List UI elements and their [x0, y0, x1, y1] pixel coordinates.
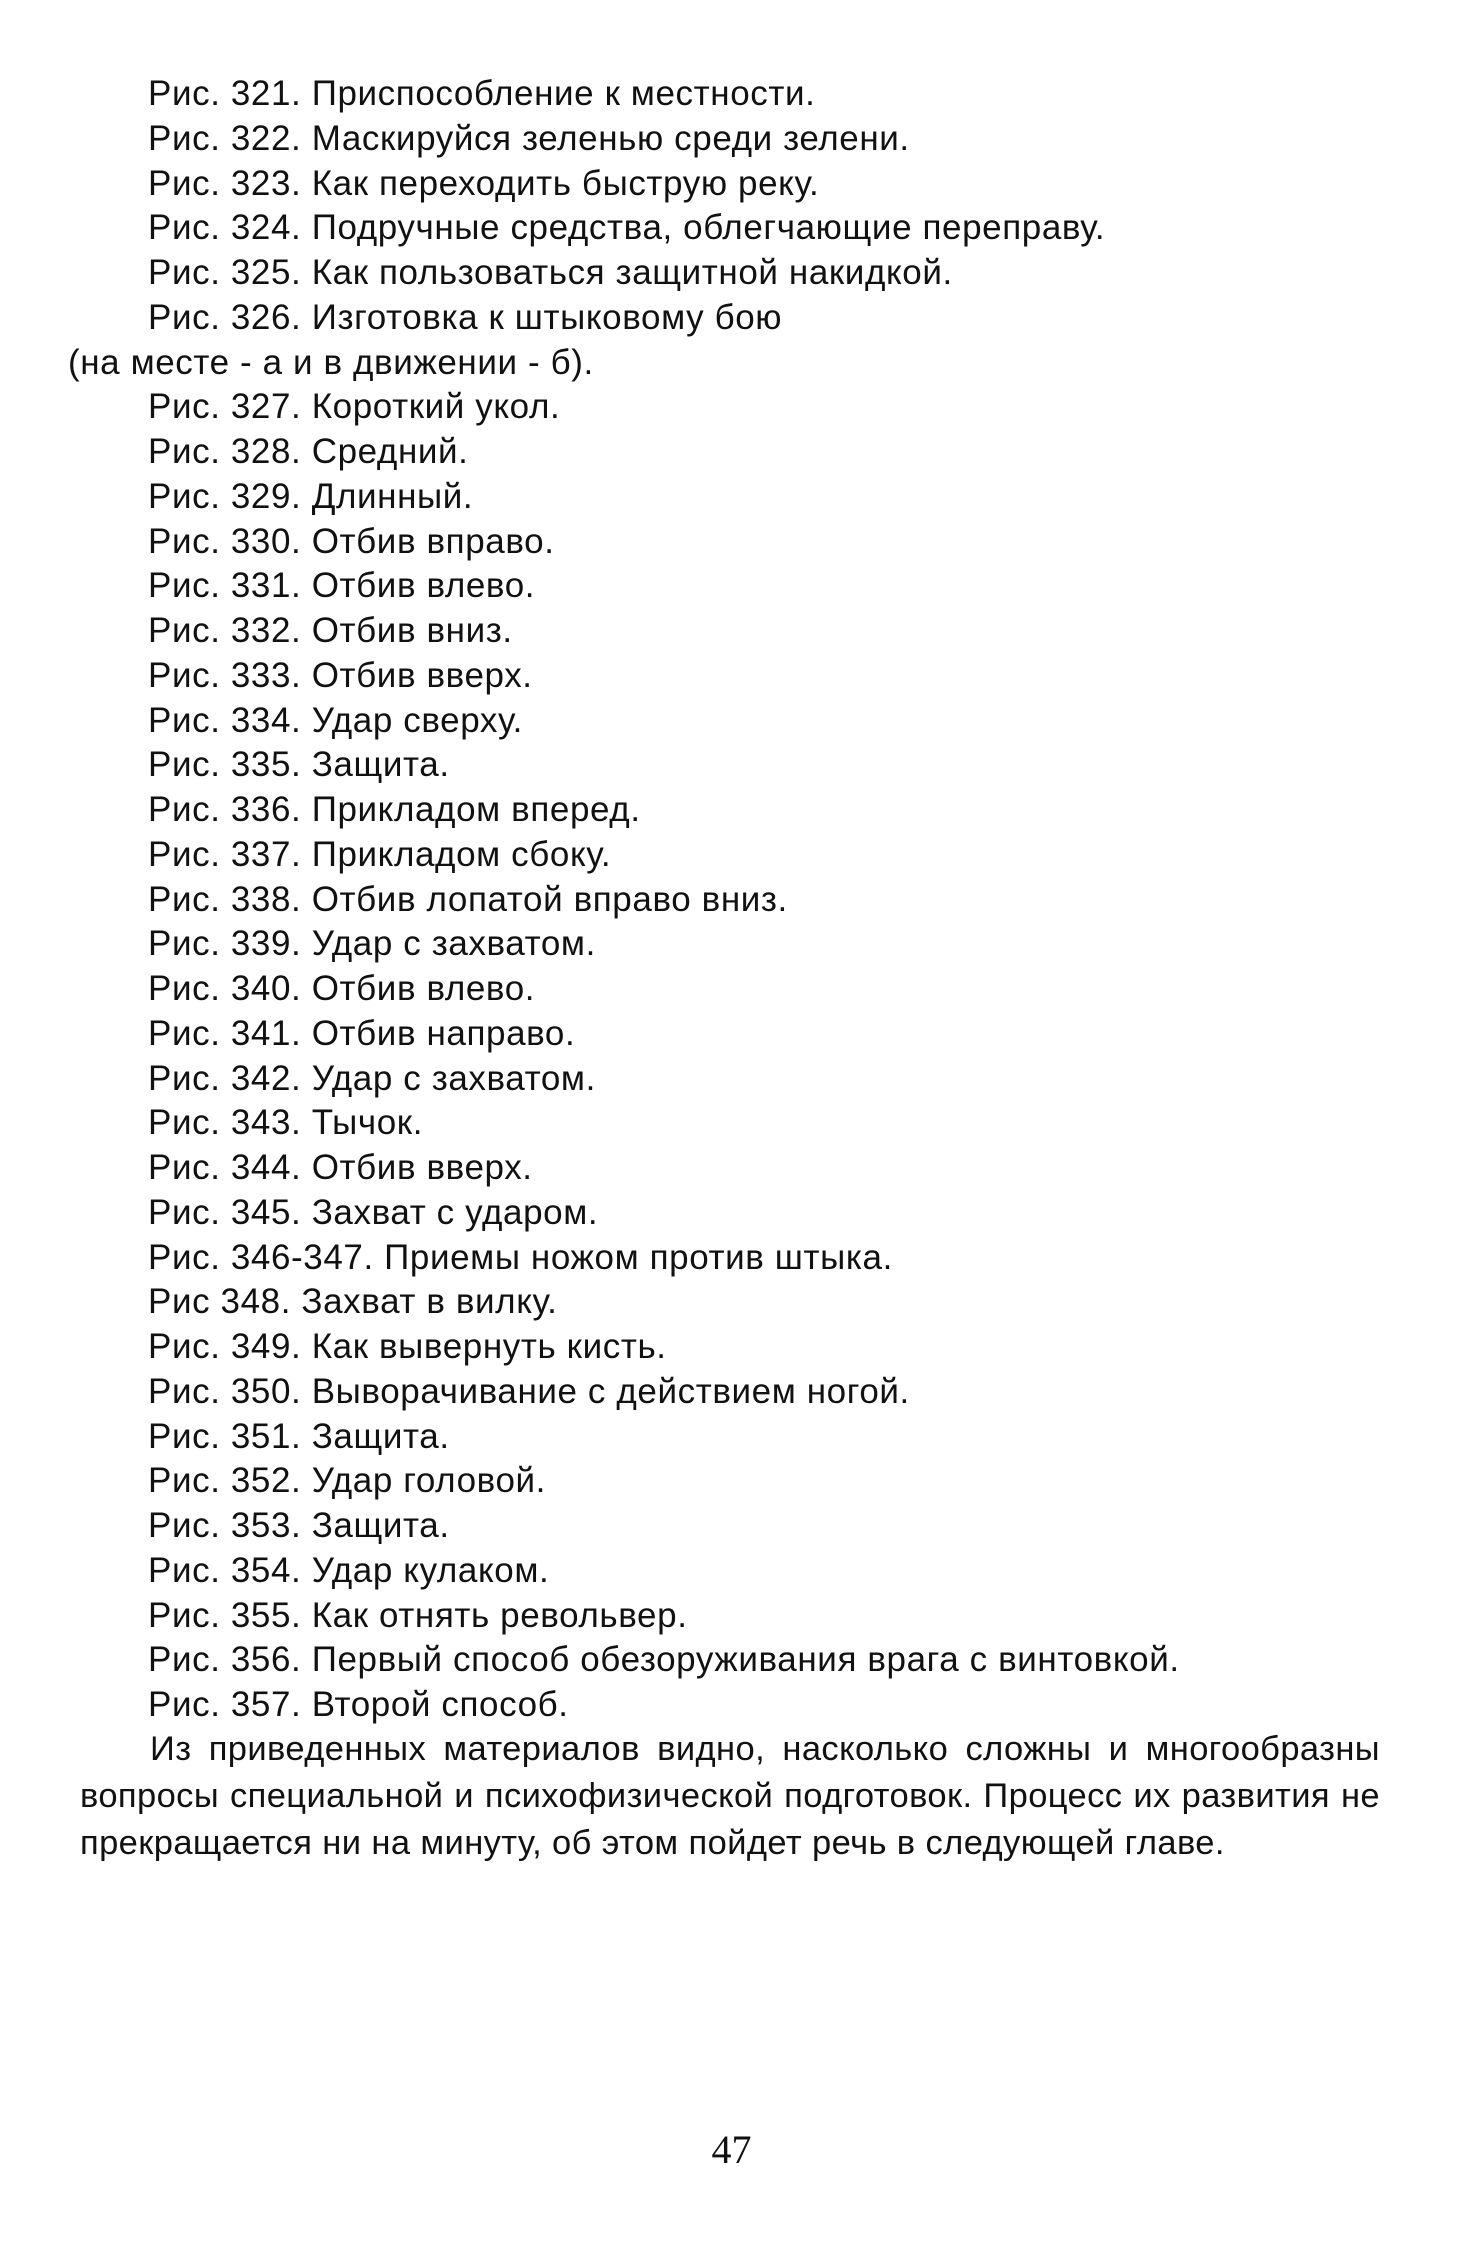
figure-caption: Рис. 334. Удар сверху. — [148, 700, 523, 740]
figure-caption: Рис. 337. Прикладом сбоку. — [148, 834, 612, 874]
figure-caption: Рис. 335. Защита. — [148, 745, 450, 785]
figure-caption: Рис. 345. Захват с ударом. — [148, 1192, 599, 1232]
figure-caption: Рис. 332. Отбив вниз. — [148, 611, 513, 650]
figure-caption: Рис. 346-347. Приемы ножом против штыка. — [148, 1237, 893, 1277]
figure-caption: Рис. 331. Отбив влево. — [148, 566, 536, 606]
figure-caption: Рис 348. Захват в вилку. — [148, 1282, 558, 1322]
figure-caption: Рис. 328. Средний. — [148, 432, 469, 471]
figure-caption-list — [68, 72, 1398, 1728]
figure-caption: Рис. 340. Отбив влево. — [148, 969, 536, 1008]
figure-caption: Рис. 341. Отбив направо. — [148, 1013, 576, 1053]
figure-caption: Рис. 324. Подручные средства, облегчающие переправу. — [148, 208, 1106, 248]
figure-caption: Рис. 354. Удар кулаком. — [148, 1550, 550, 1590]
figure-caption: Рис. 350. Выворачивание с действием ногой. — [148, 1371, 910, 1411]
figure-caption: Рис. 353. Защита. — [148, 1506, 450, 1545]
figure-caption: Рис. 339. Удар с захватом. — [148, 924, 596, 964]
figure-caption: Рис. 321. Приспособление к местности. — [148, 74, 816, 113]
figure-caption: Рис. 330. Отбив вправо. — [148, 521, 555, 561]
figure-caption: Рис. 333. Отбив вверх. — [148, 655, 533, 695]
figure-caption: Рис. 338. Отбив лопатой вправо вниз. — [148, 879, 788, 919]
figure-caption: Рис. 357. Второй способ. — [148, 1685, 569, 1724]
figure-caption: Рис. 342. Удар с захватом. — [148, 1058, 596, 1098]
figure-caption-continuation: (на месте - а и в движении - б). — [68, 342, 594, 382]
figure-caption: Рис. 355. Как отнять револьвер. — [148, 1595, 688, 1635]
figure-caption: Рис. 325. Как пользоваться защитной накидкой. — [148, 253, 953, 292]
figure-caption: Рис. 351. Защита. — [148, 1416, 450, 1456]
figure-caption: Рис. 326. Изготовка к штыковому бою — [148, 297, 783, 337]
figure-caption: Рис. 336. Прикладом вперед. — [148, 790, 641, 829]
figure-caption: Рис. 349. Как вывернуть кисть. — [148, 1327, 667, 1366]
page-number: 47 — [711, 2127, 752, 2172]
figure-caption: Рис. 323. Как переходить быструю реку. — [148, 163, 820, 203]
figure-caption: Рис. 343. Тычок. — [148, 1103, 424, 1143]
closing-paragraph: Из приведенных материалов видно, насколько сложны и многообразны вопросы специальной и психофизической подготовок. Процесс их развития не прекращается ни на минуту, об этом пойдет речь в следующей главе. — [80, 1730, 1380, 1862]
figure-caption: Рис. 356. Первый способ обезоруживания врага с винтовкой. — [148, 1640, 1180, 1680]
figure-caption: Рис. 352. Удар головой. — [148, 1461, 546, 1501]
figure-caption: Рис. 329. Длинный. — [148, 476, 474, 516]
figure-caption: Рис. 322. Маскируйся зеленью среди зелени. — [148, 118, 910, 158]
figure-caption: Рис. 327. Короткий укол. — [148, 387, 561, 427]
figure-caption: Рис. 344. Отбив вверх. — [148, 1148, 533, 1187]
